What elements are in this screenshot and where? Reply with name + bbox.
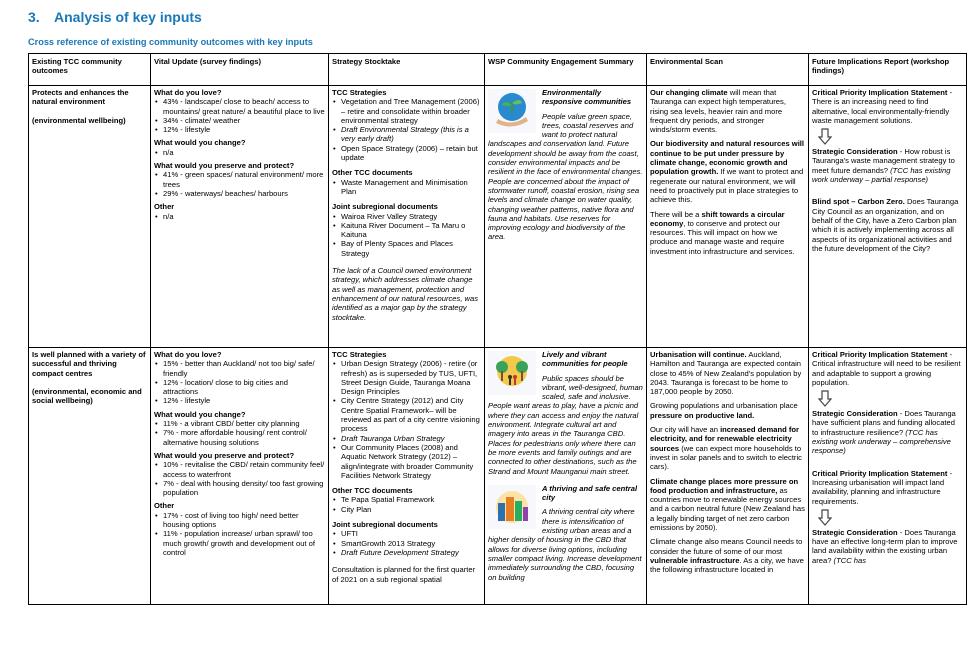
env-text: , to conserve and protect our resources. This will impact on how we produce and manage waste and require investment into infrastructure and services. [650, 218, 795, 256]
env-bold: Our biodiversity and natural resources will continue to be put under pressure by climate change, economic growth and population growth. [650, 139, 805, 177]
list-item: • Waste Management and Minimisation Plan [341, 178, 481, 197]
list-item: • 11% - a vibrant CBD/ better city planning [163, 419, 325, 428]
env-cell [647, 86, 809, 348]
implication-text: - Increasing urbanisation will impact land availability, planning and infrastructure requirements. [812, 468, 953, 506]
wsp-cell [485, 86, 647, 348]
wsp-theme-body: A thriving central city where there is intensification of existing urban areas and a higher density of housing in the CBD that allows for diverse living options, including smaller compact living. Increase development immediately surrounding the CBD, focusing on building [488, 507, 642, 582]
answer-list [154, 170, 325, 198]
list-item: • 34% - climate/ weather [163, 116, 325, 125]
consideration-label: Strategic Consideration [812, 147, 898, 157]
list-item: • 11% - population increase/ urban sprawl/ too much growth/ growth and development out of control [163, 529, 325, 557]
list-item: • SmartGrowth 2013 Strategy [341, 539, 481, 548]
consideration-note: (TCC has existing work underway – comprehensive response) [812, 427, 951, 456]
list-item: • City Centre Strategy (2012) and City Centre Spatial Framework– will be reviewed as part of a city centre visioning process [341, 396, 481, 433]
wsp-theme-title: Lively and vibrant communities for people [542, 350, 628, 369]
strategy-heading: Joint subregional documents [332, 520, 438, 530]
env-bold: shift towards a circular economy [650, 209, 785, 228]
list-item: • 43% - landscape/ close to beach/ access to mountains/ great nature/ a beautiful place to live [163, 97, 325, 116]
table-row [29, 86, 967, 348]
col-header-vital: Vital Update (survey findings) [151, 54, 329, 86]
consideration-text: - Does Tauranga have sufficient plans and funding allocated to infrastructure resilience? [812, 409, 956, 437]
implication-text: - Critical infrastructure will need to be resilient and adaptable to support a growing population. [812, 350, 961, 387]
col-header-env: Environmental Scan [647, 54, 809, 86]
env-text: will mean that Tauranga can expect high temperatures, rising sea levels, heavier rain and more frequent dry periods, and stronger winds/storm events. [650, 88, 786, 135]
outcome-sub: (environmental, economic and social wellbeing) [32, 386, 142, 406]
list-item: • 7% - more affordable housing/ rent control/ alternative housing solutions [163, 428, 325, 447]
list-item: • 41% - green spaces/ natural environment/ more trees [163, 170, 325, 189]
question-label: What would you change? [154, 409, 246, 419]
list-item: • Bay of Plenty Spaces and Places Strategy [341, 239, 481, 258]
section-heading [28, 9, 202, 25]
env-text: Our city will have an [650, 425, 721, 435]
strategy-list [332, 359, 481, 480]
plant-in-hand-icon [488, 89, 536, 133]
section-number: 3. [28, 9, 40, 25]
question-label: What do you love? [154, 88, 222, 97]
list-item: • Wairoa River Valley Strategy [341, 212, 481, 221]
answer-list [154, 511, 325, 557]
down-arrow-icon [818, 128, 832, 145]
list-item: • n/a [163, 212, 325, 221]
list-item: • 15% - better than Auckland/ not too big/ safe/ friendly [163, 359, 325, 378]
env-text: Growing populations and urbanisation place [650, 401, 798, 411]
env-bold: Our changing climate [650, 88, 728, 97]
wsp-theme-body: Public spaces should be vibrant, well-designed, human scaled, safe and inclusive. People want areas to play, have a picnic and where they can access and enjoy the natural environment. Integrate cultural art and imagery into areas in the Tauranga CBD. Places for pedestrians only where there can be more events and family outings and are connected to other destinations, such as the Strand and Mount Maunganui main street. [488, 373, 643, 476]
future-cell [809, 348, 967, 605]
wsp-theme-body: People value green space, trees, coastal reserves and want to protect natural landscapes and conservation land. Future development should be away from the coast, consider environmental impacts and be resilient in the face of environmental changes. People are concerned about the impact of stormwater runoff, coastal erosion, rising sea levels and climate change on water quality, changing weather patterns, native flora and fauna and habitats. Use reserves for improving ecology and biodiversity of the area. [488, 111, 643, 242]
strategy-list [332, 212, 481, 258]
env-text: . As a city, we have the following infrastructure located in [650, 555, 804, 575]
blind-spot-label: Blind spot – Carbon Zero. [812, 197, 905, 207]
list-item: • Urban Design Strategy (2006) - retire (or refresh) as is superseded by TUS, UFTI, Street Design Guide, Tauranga Moana Design Principles [341, 359, 481, 396]
list-item: • Our Community Places (2008) and Aquatic Network Strategy (2012) – align/integrate with broader Community Facilities Network Strategy [341, 443, 481, 480]
env-bold: vulnerable infrastructure [650, 555, 740, 565]
table-row [29, 348, 967, 605]
implication-label: Critical Priority Implication Statement [812, 468, 948, 478]
strategy-list [332, 97, 481, 162]
list-item: • 12% - location/ close to big cities and attractions [163, 378, 325, 397]
env-bold: Climate change places more pressure on food production and infrastructure, [650, 476, 799, 495]
env-text: Climate change also means Council needs to consider the future of some of our most [650, 537, 803, 556]
table-caption: Cross reference of existing community outcomes with key inputs [28, 37, 313, 47]
list-item: • UFTI [341, 529, 481, 538]
strategy-heading: Joint subregional documents [332, 202, 438, 212]
consideration-label: Strategic Consideration [812, 409, 898, 419]
answer-list [154, 419, 325, 447]
strategy-heading: TCC Strategies [332, 350, 387, 359]
strategy-list [332, 529, 481, 557]
down-arrow-icon [818, 390, 832, 407]
city-skyline-icon [488, 485, 536, 529]
cross-reference-table [28, 53, 967, 605]
env-bold: Urbanisation will continue. [650, 350, 747, 359]
list-item: • 12% - lifestyle [163, 125, 325, 134]
list-item: • Kaituna River Document – Ta Maru o Kaituna [341, 221, 481, 240]
outcome-cell [29, 86, 151, 348]
strategy-list [332, 178, 481, 197]
env-cell [647, 348, 809, 605]
question-label: What would you preserve and protect? [154, 450, 295, 460]
strategy-heading: Other TCC documents [332, 486, 413, 496]
outcome-title: Protects and enhances the natural environment [32, 88, 129, 107]
list-item: • Te Papa Spatial Framework [341, 495, 481, 504]
header-row [29, 54, 967, 86]
env-bold: increased demand for electricity, and for renewable electricity sources [650, 425, 799, 453]
question-label: Other [154, 202, 175, 212]
list-item: • 12% - lifestyle [163, 396, 325, 405]
outcome-cell [29, 348, 151, 605]
col-header-outcomes: Existing TCC community outcomes [29, 54, 151, 86]
answer-list [154, 148, 325, 157]
wsp-theme-title: Environmentally responsive communities [542, 88, 632, 107]
list-item: • City Plan [341, 505, 481, 514]
answer-list [154, 460, 325, 497]
strategy-cell [329, 86, 485, 348]
question-label: What do you love? [154, 350, 222, 359]
outcome-sub: (environmental wellbeing) [32, 115, 126, 125]
list-item: • Draft Future Development Strategy [341, 548, 481, 557]
consideration-text: - Does Tauranga have an effective long-term plan to improve land availability within the existing urban area? [812, 527, 958, 565]
future-cell [809, 86, 967, 348]
wsp-cell [485, 348, 647, 605]
col-header-wsp: WSP Community Engagement Summary [485, 54, 647, 86]
env-text: as countries move to renewable energy sources and a carbon neutral future (New Zealand has a legally binding target of net zero carbon emissions by 2050). [650, 485, 805, 533]
consideration-note: (TCC has existing work underway – partial response) [812, 165, 951, 185]
col-header-future: Future Implications Report (workshop findings) [809, 54, 967, 86]
list-item: • Draft Tauranga Urban Strategy [341, 434, 481, 443]
vital-cell [151, 86, 329, 348]
blind-spot-text: Does Tauranga City Council as an organization, and on behalf of the City, have a Zero Carbon plan which it is actively implementing across all aspects of its organizational activities and the future development of the City? [812, 197, 959, 253]
env-bold: pressure on productive land. [650, 410, 755, 420]
consideration-label: Strategic Consideration [812, 527, 898, 537]
list-item: • n/a [163, 148, 325, 157]
wsp-theme-title: A thriving and safe central city [542, 483, 638, 503]
strategy-heading: TCC Strategies [332, 88, 387, 97]
list-item: • 7% - deal with housing density/ too fast growing population [163, 479, 325, 498]
implication-label: Critical Priority Implication Statement [812, 88, 948, 97]
section-title: Analysis of key inputs [54, 9, 202, 25]
answer-list [154, 97, 325, 134]
outcome-title: Is well planned with a variety of successful and thriving compact centres [32, 350, 146, 378]
list-item: • Vegetation and Tree Management (2006) – retire and consolidate within broader environmental strategy [341, 97, 481, 125]
list-item: • 10% - revitalise the CBD/ retain community feel/ access to waterfront [163, 460, 325, 479]
answer-list [154, 359, 325, 405]
list-item: • 29% - waterways/ beaches/ harbours [163, 189, 325, 198]
strategy-list [332, 495, 481, 514]
col-header-strategy: Strategy Stocktake [329, 54, 485, 86]
strategy-heading: Other TCC documents [332, 168, 413, 178]
strategy-cell [329, 348, 485, 605]
question-label: What would you preserve and protect? [154, 161, 295, 171]
answer-list [154, 212, 325, 221]
list-item: • 17% - cost of living too high/ need better housing options [163, 511, 325, 530]
list-item: • Open Space Strategy (2006) – retain but update [341, 144, 481, 163]
consideration-text: - How robust is Tauranga's waste management strategy to meet future demands? [812, 147, 955, 175]
question-label: What would you change? [154, 138, 246, 148]
env-text: (we can expect more households to invest in solar panels and to switch to electric cars). [650, 443, 802, 472]
consideration-note: (TCC has [833, 555, 867, 565]
park-people-icon [488, 351, 536, 395]
implication-label: Critical Priority Implication Statement [812, 350, 948, 359]
list-item: • Draft Environmental Strategy (this is a very early draft) [341, 125, 481, 144]
env-text: There will be a [650, 209, 702, 219]
vital-cell [151, 348, 329, 605]
down-arrow-icon [818, 509, 832, 526]
strategy-note: Consultation is planned for the first quarter of 2021 on a sub regional spatial [332, 565, 476, 584]
strategy-note: The lack of a Council owned environment strategy, which addresses climate change as well as management, protection and enhancement of our natural resources, was identified as a major gap by the strategy stocktake. [332, 266, 479, 322]
env-text: Auckland, Hamilton and Tauranga are expected contain close to 45% of New Zealand's population by 2043. Tauranga is forecast to be home to 187,000 people by 2050. [650, 350, 802, 397]
env-text: If we want to protect and regenerate our natural environment, we will need to proactively put in place strategies to achieve this. [650, 167, 804, 205]
implication-text: - There is an increasing need to find alternative, local environmentally-friendly waste management solutions. [812, 88, 953, 125]
question-label: Other [154, 501, 175, 511]
